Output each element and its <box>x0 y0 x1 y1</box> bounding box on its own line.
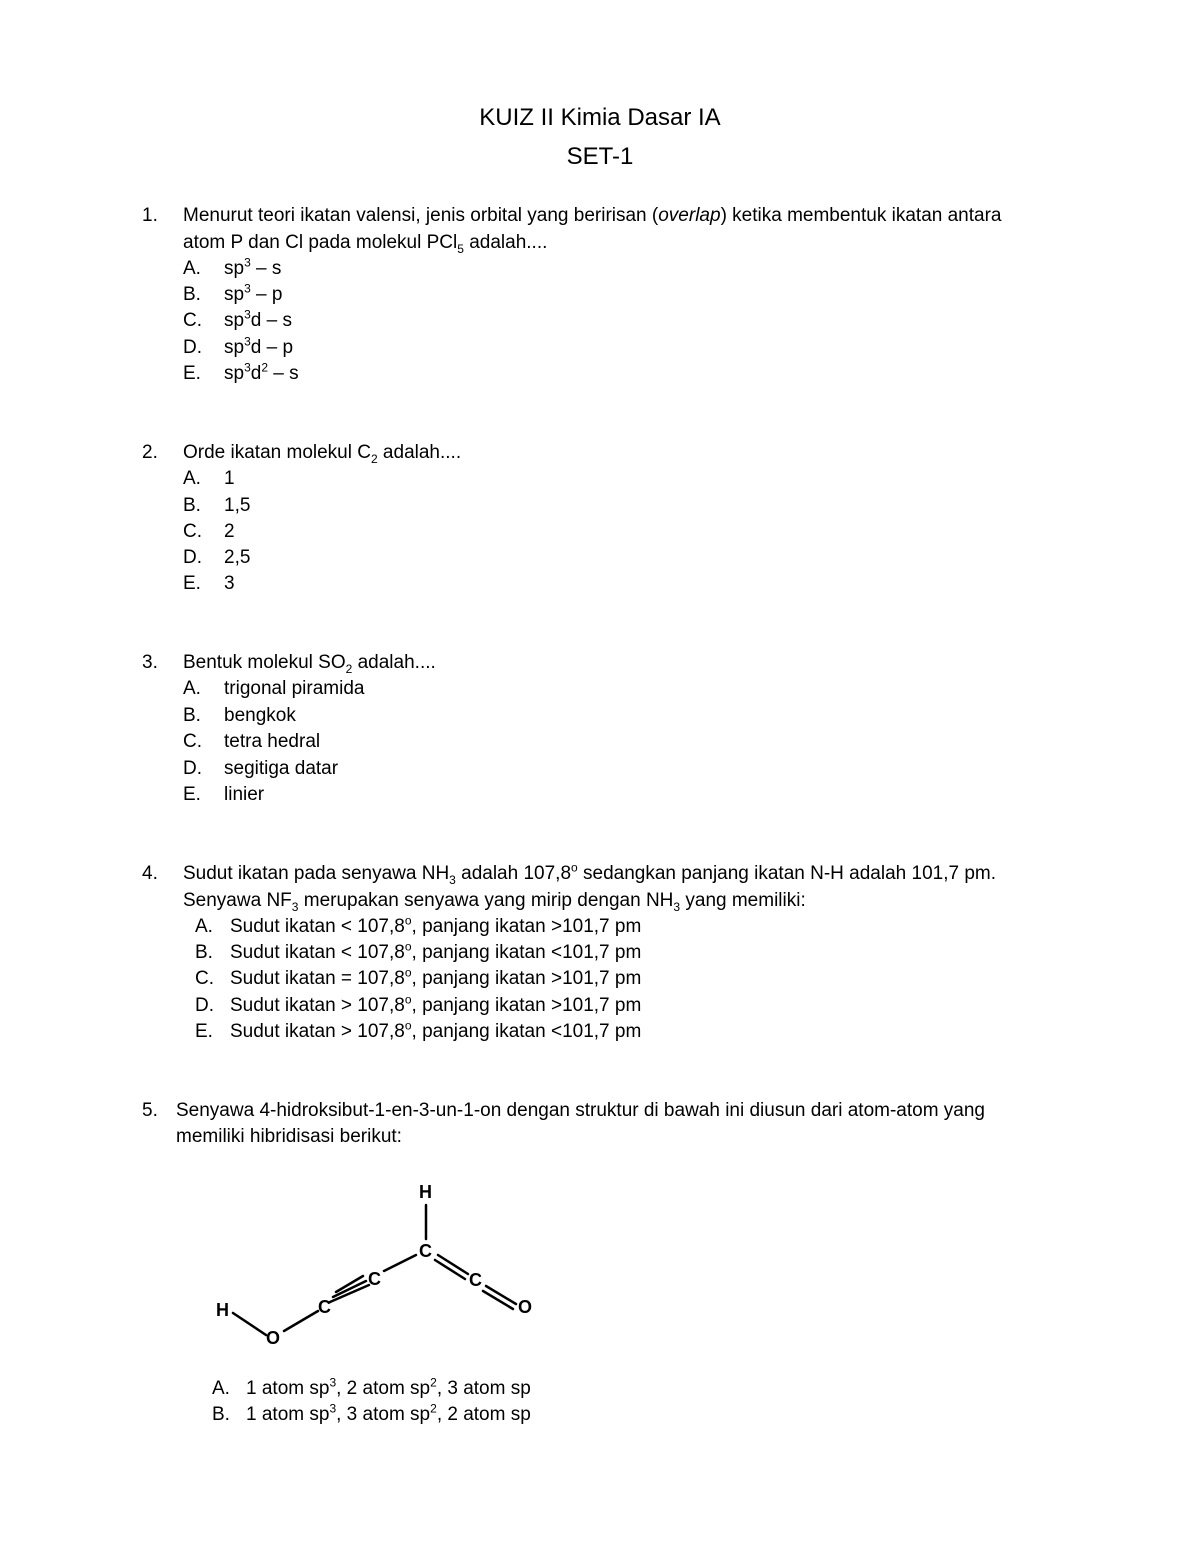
q5-line1: Senyawa 4-hidroksibut-1-en-3-un-1-on dengan struktur di bawah ini diusun dari atom-atom yang <box>176 1100 986 1121</box>
q1-option-d: $sp^3d$ – p <box>224 334 294 358</box>
q3-option-c: tetra hedral <box>224 731 321 752</box>
q3-option-b-label: B. <box>183 705 201 726</box>
q2-option-d-label: D. <box>183 547 202 568</box>
q3-option-e-label: E. <box>183 784 201 805</box>
q5-number: 5. <box>142 1100 158 1121</box>
q4-option-d-label: D. <box>195 995 214 1016</box>
atom-c1: C <box>318 1297 331 1317</box>
q5-option-a-label: A. <box>212 1378 230 1399</box>
q1-option-a-label: A. <box>183 258 201 279</box>
q1-option-c-label: C. <box>183 310 202 331</box>
atom-c3: C <box>419 1241 432 1261</box>
q2-option-a-label: A. <box>183 468 201 489</box>
q4-option-e-label: E. <box>195 1021 213 1042</box>
q2-option-b-label: B. <box>183 495 201 516</box>
q5-option-b-label: B. <box>212 1404 230 1425</box>
q2-option-e-label: E. <box>183 573 201 594</box>
q4-option-a-label: A. <box>195 916 213 937</box>
q2-option-a: 1 <box>224 468 235 489</box>
q2-option-e: 3 <box>224 573 235 594</box>
q3-text: Bentuk molekul $SO_2$ adalah.... <box>183 652 436 676</box>
q2-option-c: 2 <box>224 521 235 542</box>
q2-option-c-label: C. <box>183 521 202 542</box>
q4-option-a: Sudut $ikatan < 107,8^o$, panjang ikatan >101,7 pm <box>230 913 642 937</box>
q1-option-e: $sp^3d^2$ – s <box>224 360 299 384</box>
q1-option-c: $sp^3d$ – s <box>224 307 292 331</box>
q3-option-b: bengkok <box>224 705 296 726</box>
atom-o2: O <box>518 1297 533 1317</box>
q3-option-a-label: A. <box>183 678 201 699</box>
q2-option-b: 1,5 <box>224 495 251 516</box>
q1-option-d-label: D. <box>183 337 202 358</box>
q1-option-b: $sp^3$ – p <box>224 281 283 305</box>
quiz-title: KUIZ II Kimia Dasar IA <box>479 104 721 131</box>
q4-option-b-label: B. <box>195 942 213 963</box>
q4-option-d: Sudut $ikatan > 107,8^o$, panjang ikatan >101,7 pm <box>230 992 642 1016</box>
atom-o1: O <box>266 1328 281 1348</box>
q1-option-b-label: B. <box>183 284 201 305</box>
q1-line2: atom P dan Cl pada molekul PCl$_5$ adalah.... <box>183 232 548 256</box>
atom-c2: C <box>368 1269 381 1289</box>
q1-option-e-label: E. <box>183 363 201 384</box>
q4-option-e: Sudut $ikatan > 107,8^o$, panjang ikatan <101,7 pm <box>230 1018 642 1042</box>
q3-option-d: segitiga datar <box>224 758 339 779</box>
atom-c4: C <box>469 1270 482 1290</box>
q2-option-d: 2,5 <box>224 547 251 568</box>
q4-option-c-label: C. <box>195 968 214 989</box>
q3-option-e: linier <box>224 784 265 805</box>
q4-option-b: Sudut $ikatan < 107,8^o$, panjang ikatan <101,7 pm <box>230 939 642 963</box>
q2-number: 2. <box>142 442 158 463</box>
molecule-structure <box>200 1175 560 1355</box>
q5-option-a: 1 atom $sp^3$, 2 atom $sp^2$, 3 atom sp <box>246 1375 531 1399</box>
q5-line2: memiliki hibridisasi berikut: <box>176 1126 402 1147</box>
q1-number: 1. <box>142 205 158 226</box>
q2-text: Orde ikatan molekul $C_2$ adalah.... <box>183 442 462 466</box>
q4-line2: Senyawa $NF_3$ merupakan senyawa yang mirip dengan $NH_3$ yang memiliki: <box>183 890 806 914</box>
quiz-set: SET-1 <box>566 143 634 170</box>
q3-number: 3. <box>142 652 158 673</box>
q4-option-c: Sudut $ikatan = 107,8^o$, panjang ikatan >101,7 pm <box>230 965 642 989</box>
q4-number: 4. <box>142 863 158 884</box>
atom-h1: H <box>216 1300 229 1320</box>
q1-line1: Menurut teori ikatan valensi, jenis orbital yang beririsan (overlap) ketika membentuk ikatan antara <box>183 205 1002 226</box>
q3-option-a: trigonal piramida <box>224 678 365 699</box>
q5-option-b: 1 atom $sp^3$, 3 atom $sp^2$, 2 atom sp <box>246 1401 531 1425</box>
q3-option-d-label: D. <box>183 758 202 779</box>
q3-option-c-label: C. <box>183 731 202 752</box>
q4-line1: Sudut ikatan pada senyawa $NH_3$ adalah 107,8$^o$ sedangkan panjang ikatan N-H adalah 101,7 pm. <box>183 860 997 887</box>
atom-h2: H <box>419 1182 432 1202</box>
q1-option-a: $sp^3$ – s <box>224 255 282 279</box>
